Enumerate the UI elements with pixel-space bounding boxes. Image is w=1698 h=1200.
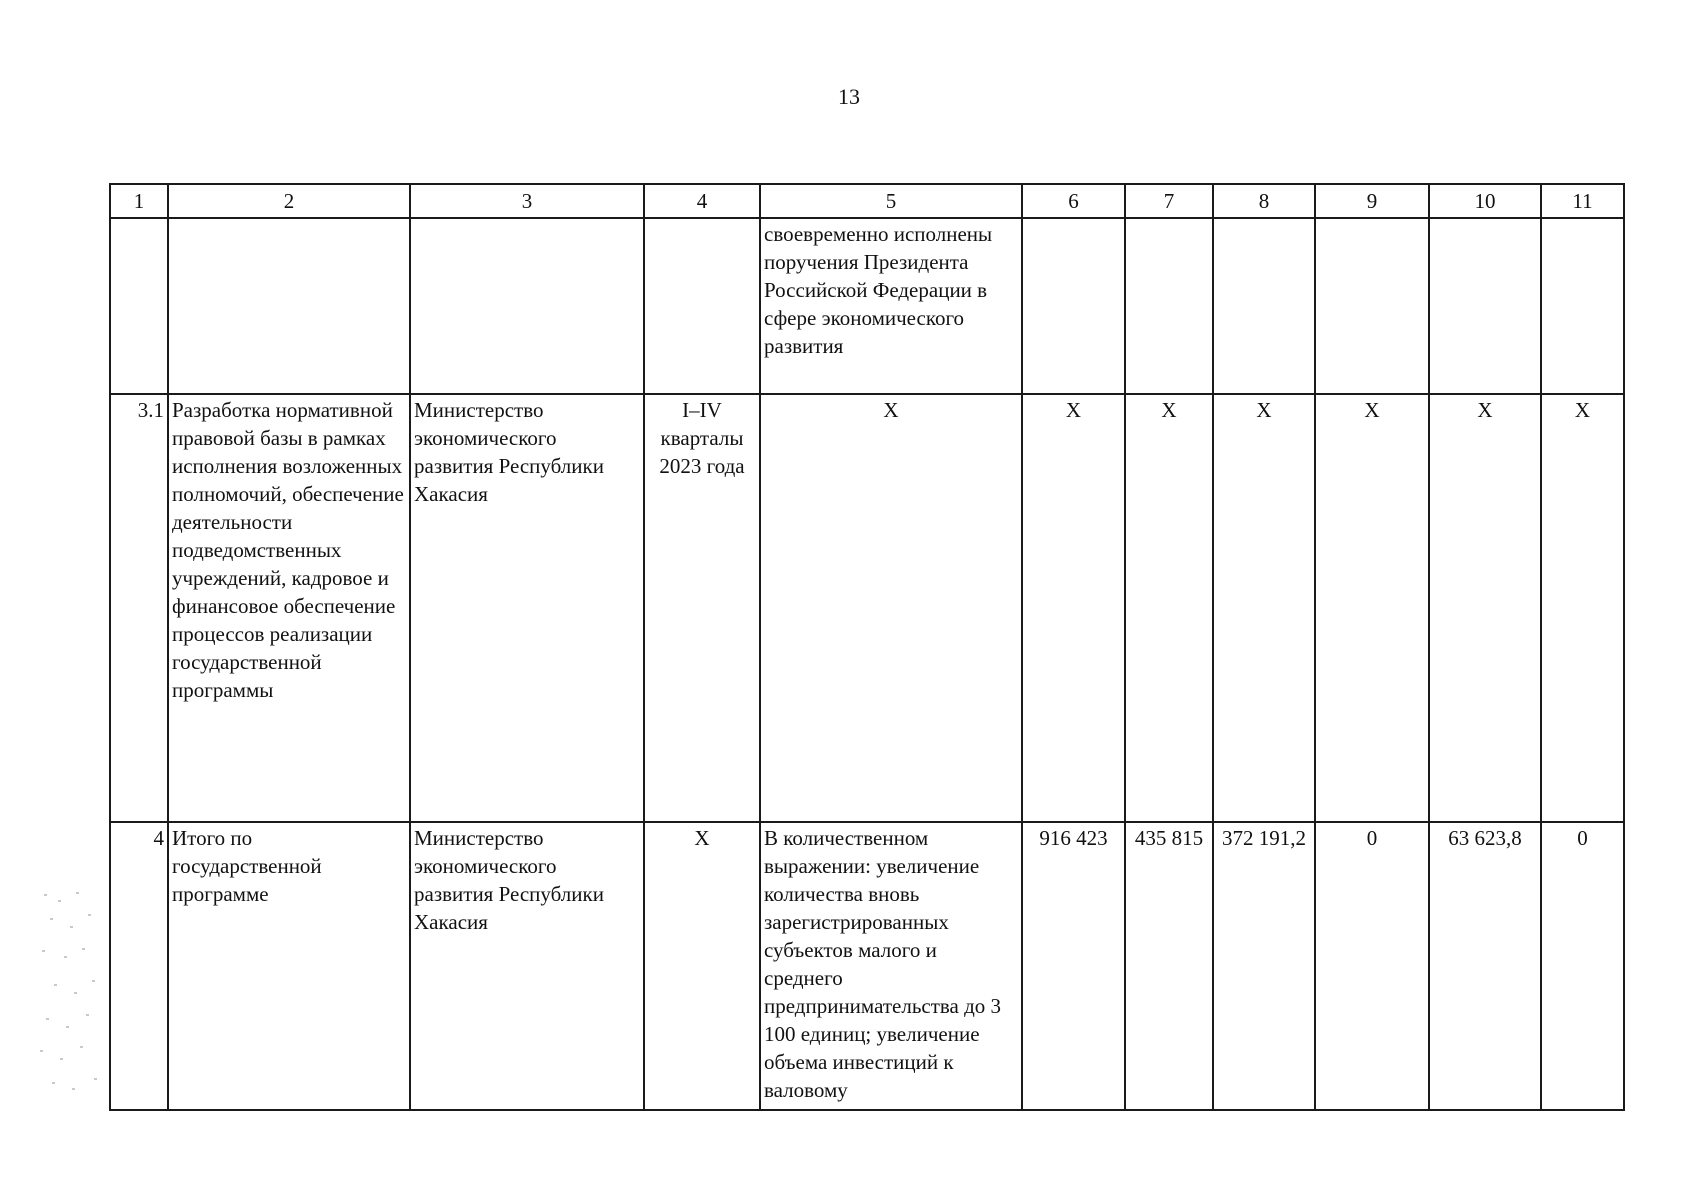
responsible-executor-cell bbox=[410, 218, 644, 394]
activity-name-cell: Итого по государственной программе bbox=[168, 822, 410, 1110]
column-number-10: 10 bbox=[1429, 184, 1541, 218]
value-cell-11: Х bbox=[1541, 394, 1624, 822]
activity-name-cell bbox=[168, 218, 410, 394]
row-number-cell: 3.1 bbox=[110, 394, 168, 822]
value-cell-8 bbox=[1213, 218, 1315, 394]
value-cell-10: Х bbox=[1429, 394, 1541, 822]
value-cell-6: 916 423 bbox=[1022, 822, 1125, 1110]
row-number-cell bbox=[110, 218, 168, 394]
value-cell-10 bbox=[1429, 218, 1541, 394]
row-number-cell: 4 bbox=[110, 822, 168, 1110]
responsible-executor-cell: Министерство экономического развития Республики Хакасия bbox=[410, 822, 644, 1110]
value-cell-7: Х bbox=[1125, 394, 1213, 822]
value-cell-7: 435 815 bbox=[1125, 822, 1213, 1110]
value-cell-8: 372 191,2 bbox=[1213, 822, 1315, 1110]
deadline-cell: Х bbox=[644, 822, 760, 1110]
page-number-text: 13 bbox=[838, 84, 860, 109]
column-number-5: 5 bbox=[760, 184, 1022, 218]
column-number-6: 6 bbox=[1022, 184, 1125, 218]
value-cell-11: 0 bbox=[1541, 822, 1624, 1110]
table-row-continuation bbox=[110, 218, 1624, 394]
scan-artifact-marks bbox=[36, 890, 106, 1100]
table-row-4 bbox=[110, 822, 1624, 1110]
value-cell-10: 63 623,8 bbox=[1429, 822, 1541, 1110]
value-cell-9: 0 bbox=[1315, 822, 1429, 1110]
expected-result-cell: своевременно исполнены поручения Президента Российской Федерации в сфере экономического развития bbox=[760, 218, 1022, 394]
column-number-2: 2 bbox=[168, 184, 410, 218]
column-number-7: 7 bbox=[1125, 184, 1213, 218]
column-number-1: 1 bbox=[110, 184, 168, 218]
expected-result-cell: Х bbox=[760, 394, 1022, 822]
table-row-3-1 bbox=[110, 394, 1624, 822]
value-cell-6 bbox=[1022, 218, 1125, 394]
value-cell-11 bbox=[1541, 218, 1624, 394]
responsible-executor-cell: Министерство экономического развития Республики Хакасия bbox=[410, 394, 644, 822]
column-number-row bbox=[110, 184, 1624, 218]
column-number-3: 3 bbox=[410, 184, 644, 218]
deadline-cell bbox=[644, 218, 760, 394]
expected-result-cell: В количественном выражении: увеличение количества вновь зарегистрированных субъектов малого и среднего предпринимательства до 3 100 единиц; увеличение объема инвестиций к валовому bbox=[760, 822, 1022, 1110]
column-number-9: 9 bbox=[1315, 184, 1429, 218]
deadline-cell: I–IV кварталы 2023 года bbox=[644, 394, 760, 822]
page-number bbox=[0, 84, 1698, 110]
column-number-8: 8 bbox=[1213, 184, 1315, 218]
value-cell-9: Х bbox=[1315, 394, 1429, 822]
value-cell-8: Х bbox=[1213, 394, 1315, 822]
value-cell-7 bbox=[1125, 218, 1213, 394]
column-number-4: 4 bbox=[644, 184, 760, 218]
column-number-11: 11 bbox=[1541, 184, 1624, 218]
activity-name-cell: Разработка нормативной правовой базы в рамках исполнения возложенных полномочий, обеспечение деятельности подведомственных учреждений, кадровое и финансовое обеспечение процессов реализации государственной программы bbox=[168, 394, 410, 822]
value-cell-9 bbox=[1315, 218, 1429, 394]
program-table bbox=[109, 183, 1625, 1111]
value-cell-6: Х bbox=[1022, 394, 1125, 822]
